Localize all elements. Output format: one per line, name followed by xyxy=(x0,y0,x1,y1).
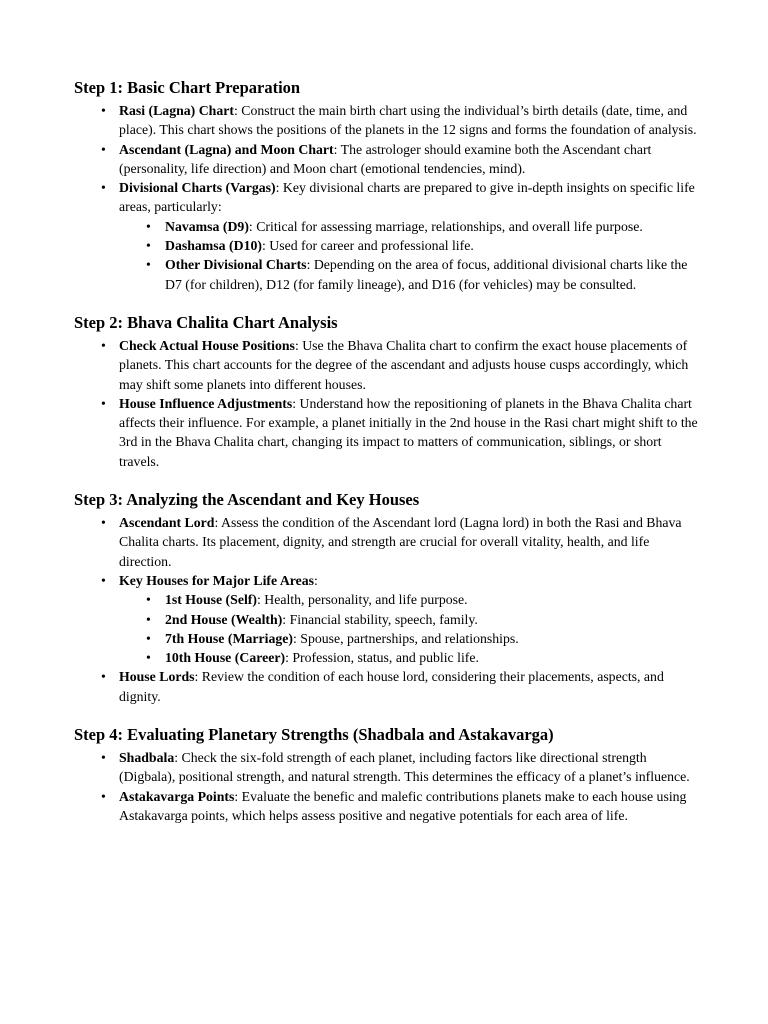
item-term: 1st House (Self) xyxy=(165,592,257,608)
item-text: : Critical for assessing marriage, relationships, and overall life purpose. xyxy=(248,218,643,234)
item-term: 7th House (Marriage) xyxy=(165,630,293,646)
sub-list-item xyxy=(119,255,698,294)
section-step-4 xyxy=(74,723,698,825)
sub-list-item xyxy=(119,236,698,255)
item-text: : Key divisional charts are prepared to give in-depth insights on specific life areas, particularly: xyxy=(119,180,695,215)
item-term: Astakavarga Points xyxy=(119,788,235,804)
section-step-3 xyxy=(74,488,698,706)
item-term: Ascendant (Lagna) and Moon Chart xyxy=(119,141,334,157)
item-term: Navamsa (D9) xyxy=(165,218,249,234)
list-item xyxy=(74,178,698,294)
section-step-1 xyxy=(74,76,698,294)
list-item xyxy=(74,513,698,571)
sub-list-item xyxy=(119,590,698,609)
item-term: House Lords xyxy=(119,669,195,685)
bullet-list xyxy=(74,513,698,706)
item-text: : xyxy=(314,572,318,588)
item-term: Ascendant Lord xyxy=(119,515,215,531)
item-text: : Health, personality, and life purpose. xyxy=(256,592,468,608)
item-term: Rasi (Lagna) Chart xyxy=(119,103,234,118)
list-item xyxy=(74,140,698,179)
item-term: Divisional Charts (Vargas) xyxy=(119,180,276,196)
bullet-list xyxy=(74,101,698,294)
section-step-2 xyxy=(74,311,698,471)
sub-list-item xyxy=(119,610,698,629)
document-page xyxy=(74,76,698,842)
section-heading: Step 1: Basic Chart Preparation xyxy=(74,78,301,97)
item-text: : Assess the condition of the Ascendant lord (Lagna lord) in both the Rasi and Bhava Chalita charts. Its placement, dignity, and strength are crucial for overall vitality, health, and life direction. xyxy=(119,515,682,569)
item-text: : Use the Bhava Chalita chart to confirm the exact house placements of planets. This chart accounts for the degree of the ascendant and adjusts house cusps accordingly, which may shift some planets into different houses. xyxy=(119,337,689,392)
bullet-list xyxy=(74,748,698,825)
list-item xyxy=(74,748,698,787)
list-item xyxy=(74,336,698,394)
item-term: Other Divisional Charts xyxy=(165,257,307,273)
item-text: : Check the six-fold strength of each planet, including factors like directional strength (Digbala), positional strength, and natural strength. This determines the efficacy of a planet’s influence. xyxy=(119,750,690,785)
item-term: House Influence Adjustments xyxy=(119,395,293,411)
item-text: : The astrologer should examine both the Ascendant chart (personality, life direction) and Moon chart (emotional tendencies, mind). xyxy=(119,141,652,176)
item-term: Check Actual House Positions xyxy=(119,337,295,353)
item-text: : Evaluate the benefic and malefic contributions planets make to each house using Astakavarga points, which helps assess positive and negative potentials for each area of life. xyxy=(119,788,687,823)
item-text: : Review the condition of each house lord, considering their placements, aspects, and dignity. xyxy=(119,669,664,704)
item-text: : Spouse, partnerships, and relationships. xyxy=(292,630,519,646)
item-term: 2nd House (Wealth) xyxy=(165,611,283,627)
section-heading: Step 2: Bhava Chalita Chart Analysis xyxy=(74,312,338,332)
item-term: Key Houses for Major Life Areas xyxy=(119,572,315,588)
list-item xyxy=(74,101,698,140)
sub-bullet-list xyxy=(119,590,698,667)
bullet-list xyxy=(74,336,698,471)
item-text: : Used for career and professional life. xyxy=(261,238,474,254)
list-item xyxy=(74,571,698,667)
item-term: Shadbala xyxy=(119,750,175,766)
list-item xyxy=(74,787,698,826)
item-text: : Construct the main birth chart using the individual’s birth details (date, time, and place). This chart shows the positions of the planets in the 12 signs and forms the foundation of analysis. xyxy=(119,103,697,138)
section-heading: Step 4: Evaluating Planetary Strengths (Shadbala and Astakavarga) xyxy=(74,725,554,745)
item-text: : Financial stability, speech, family. xyxy=(282,611,478,627)
sub-list-item xyxy=(119,648,698,667)
sub-bullet-list xyxy=(119,217,698,294)
list-item xyxy=(74,394,698,471)
sub-list-item xyxy=(119,629,698,648)
item-term: 10th House (Career) xyxy=(165,650,286,666)
item-text: : Understand how the repositioning of planets in the Bhava Chalita chart affects their influence. For example, a planet initially in the 2nd house in the Rasi chart might shift to the 3rd in the Bhava Chalita chart, changing its impact to matters of communication, siblings, or short travels. xyxy=(119,395,698,469)
item-text: : Profession, status, and public life. xyxy=(285,650,479,666)
item-text: : Depending on the area of focus, additional divisional charts like the D7 (for children), D12 (for family lineage), and D16 (for vehicles) may be consulted. xyxy=(165,257,688,292)
section-heading: Step 3: Analyzing the Ascendant and Key Houses xyxy=(74,490,420,510)
item-term: Dashamsa (D10) xyxy=(165,238,262,254)
list-item xyxy=(74,667,698,706)
sub-list-item xyxy=(119,217,698,236)
